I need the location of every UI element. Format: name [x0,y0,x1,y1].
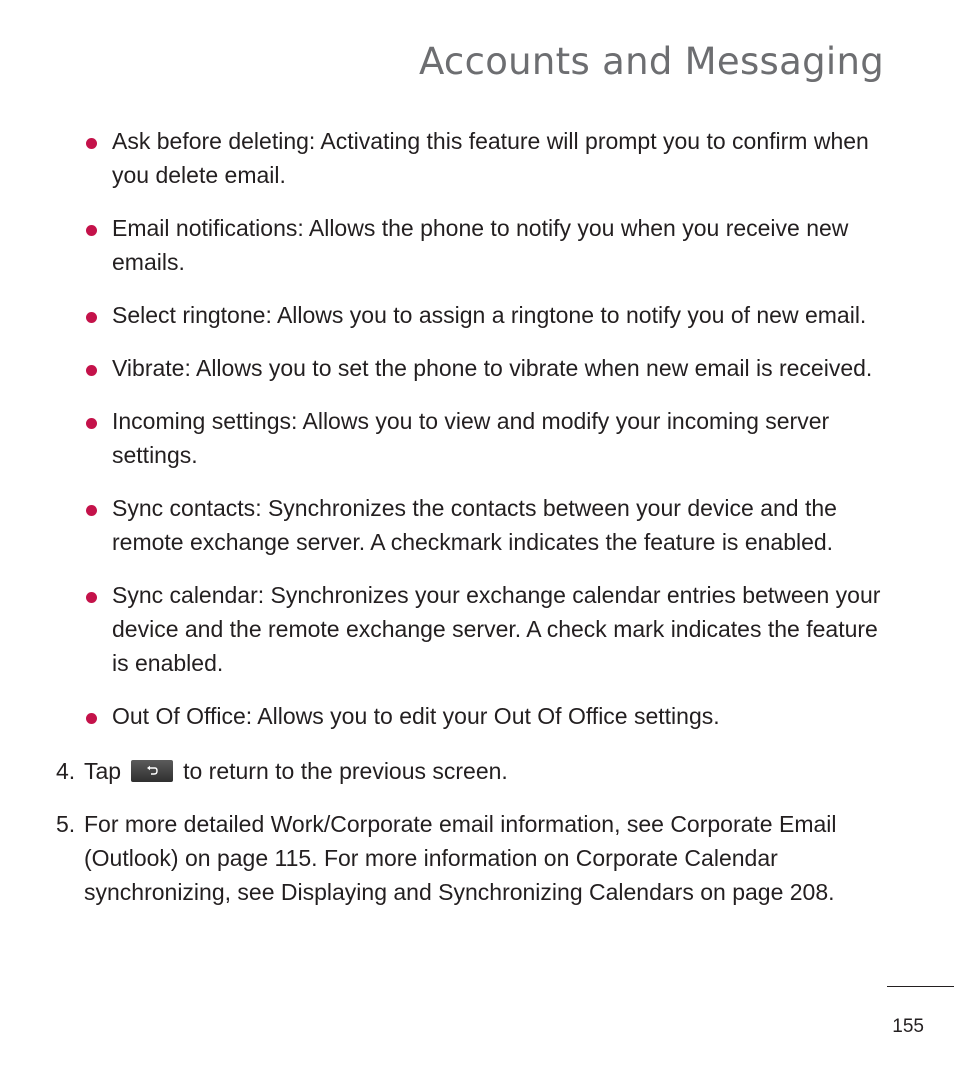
footer-rule [887,986,954,987]
bullet-term: Out Of Office [112,703,246,729]
bullet-dot [86,138,97,149]
bullet-term: Select ringtone [112,302,266,328]
step-5 [0,807,954,909]
bullet-description: : Synchronizes the contacts between your device and the remote exchange server. A checkmark indicates the feature is enabled. [112,495,837,555]
bullet-dot [86,713,97,724]
step-4 [0,754,954,788]
page-number: 155 [892,1016,924,1037]
bullet-term: Sync contacts [112,495,256,521]
bullet-term: Ask before deleting [112,128,309,154]
step-text: For more detailed Work/Corporate email information, see Corporate Email (Outlook) on page 115. For more information on Corporate Calendar synchronizing, see Displaying and Synchronizing Calendars on page 208. [84,811,837,905]
bullet-dot [86,505,97,516]
bullet-term: Sync calendar [112,582,258,608]
bullet-description: : Allows the phone to notify you when you receive new emails. [112,215,849,275]
bullet-description: : Allows you to edit your Out Of Office settings. [245,703,720,729]
bullet-incoming-settings [0,404,954,472]
bullet-description: : Allows you to set the phone to vibrate when new email is received. [184,355,873,381]
steps-list [0,754,954,928]
bullet-term: Email notifications [112,215,298,241]
bullet-term: Incoming settings [112,408,291,434]
bullet-dot [86,418,97,429]
page-title: Accounts and Messaging [418,40,884,83]
bullet-select-ringtone [0,298,954,332]
bullet-ask-before-deleting [0,124,954,192]
bullet-sync-calendar [0,578,954,680]
step-text-after: to return to the previous screen. [183,758,508,784]
step-text-before: Tap [84,758,122,784]
bullet-dot [86,365,97,376]
bullet-dot [86,225,97,236]
bullet-email-notifications [0,211,954,279]
bullet-term: Vibrate [112,355,185,381]
back-key-icon [131,760,173,782]
bullet-description: : Activating this feature will prompt you to confirm when you delete email. [112,128,869,188]
bullet-description: : Allows you to assign a ringtone to notify you of new email. [265,302,867,328]
bullet-out-of-office [0,699,954,733]
bullet-sync-contacts [0,491,954,559]
step-number: 5. [56,811,76,837]
bullet-vibrate [0,351,954,385]
bullet-description: : Synchronizes your exchange calendar entries between your device and the remote exchange server. A check mark indicates the feature is enabled. [112,582,881,676]
bullet-description: : Allows you to view and modify your incoming server settings. [112,408,830,468]
step-number: 4. [56,758,76,784]
settings-bullet-list [0,124,954,752]
bullet-dot [86,312,97,323]
bullet-dot [86,592,97,603]
